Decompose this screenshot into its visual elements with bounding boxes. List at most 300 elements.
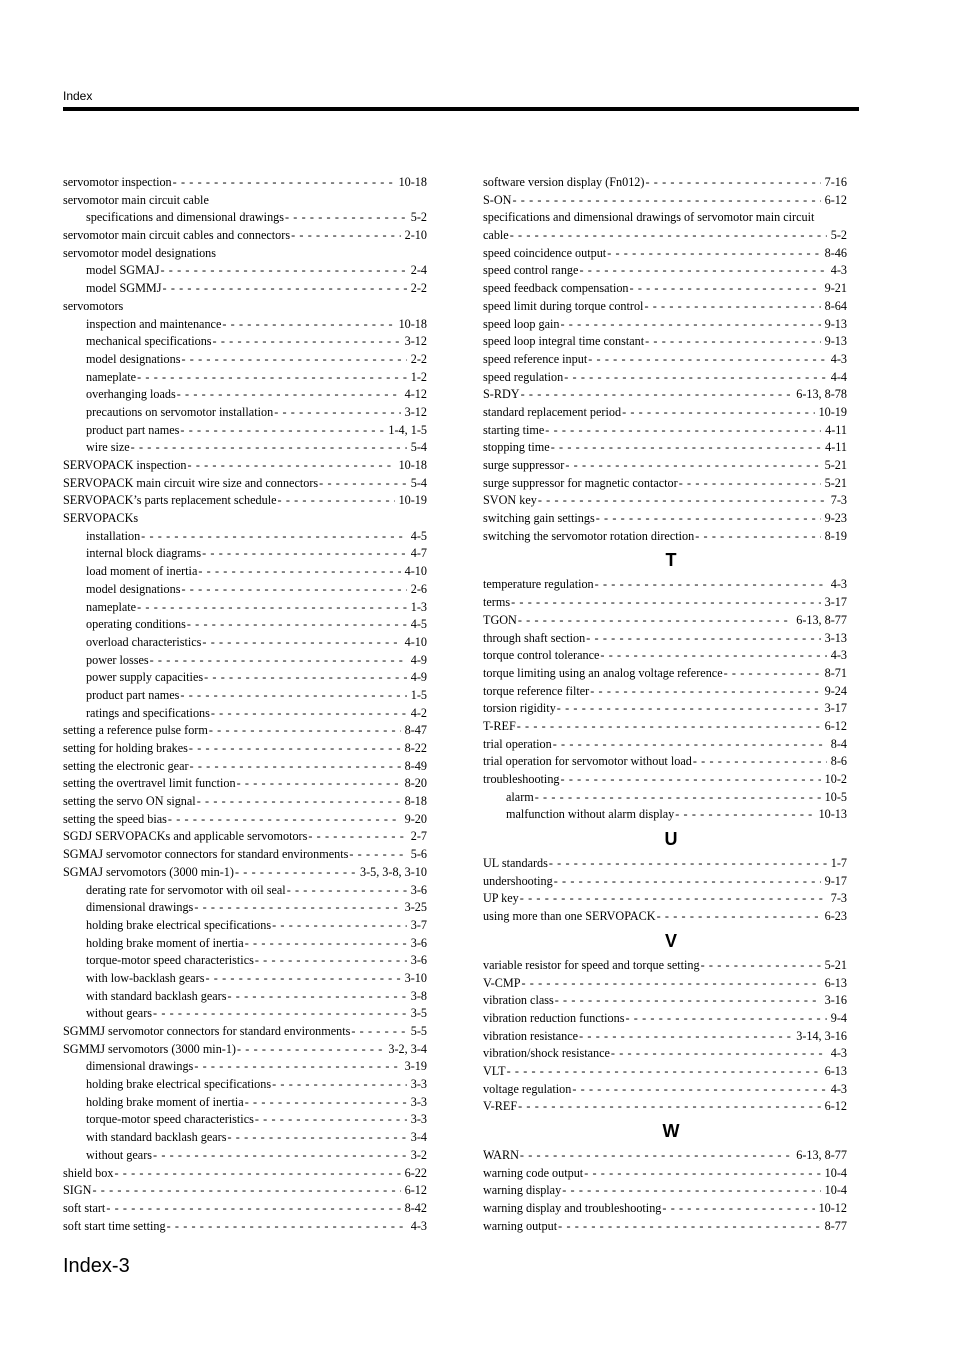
entry-term: wire size bbox=[86, 440, 130, 455]
dot-leader bbox=[518, 1098, 821, 1116]
dot-leader bbox=[521, 975, 820, 993]
dot-leader bbox=[227, 1129, 406, 1147]
dot-leader bbox=[579, 262, 826, 280]
index-subentry bbox=[63, 1111, 427, 1129]
entry-term: speed feedback compensation bbox=[483, 281, 629, 296]
dot-leader bbox=[579, 1028, 792, 1046]
entry-term: speed coincidence output bbox=[483, 245, 607, 260]
entry-page-reference: 6-13 bbox=[824, 975, 847, 990]
dot-leader bbox=[204, 669, 407, 687]
entry-term: warning display bbox=[483, 1183, 562, 1198]
index-entry bbox=[483, 665, 847, 683]
dot-leader bbox=[511, 594, 821, 612]
entry-term: surge suppressor bbox=[483, 458, 565, 472]
index-entry bbox=[63, 828, 427, 846]
entry-page-reference: 4-3 bbox=[410, 1218, 427, 1233]
entry-term: setting a reference pulse form bbox=[63, 723, 208, 738]
entry-page-reference: 8-6 bbox=[830, 754, 847, 769]
entry-term: SIGN bbox=[63, 1183, 92, 1198]
entry-page-reference: 6-12 bbox=[404, 1183, 427, 1198]
entry-page-reference: 8-47 bbox=[404, 723, 427, 738]
entry-term: trial operation for servomotor without load bbox=[483, 754, 692, 769]
entry-term: model SGMMJ bbox=[86, 281, 162, 296]
dot-leader bbox=[693, 753, 827, 771]
entry-page-reference: 3-2, 3-4 bbox=[388, 1041, 427, 1056]
entry-term: SERVOPACK main circuit wire size and connectors bbox=[63, 475, 319, 490]
dot-leader bbox=[114, 1165, 400, 1183]
entry-term: servomotor main circuit cable bbox=[63, 192, 209, 207]
entry-term: precautions on servomotor installation bbox=[86, 404, 274, 419]
entry-page-reference: 10-2 bbox=[824, 772, 847, 786]
entry-page-reference: 3-25 bbox=[404, 900, 427, 915]
entry-term: terms bbox=[483, 595, 511, 610]
index-entry bbox=[63, 227, 427, 245]
dot-leader bbox=[245, 935, 407, 953]
entry-term: UL standards bbox=[483, 856, 548, 871]
entry-page-reference: 3-7 bbox=[410, 917, 427, 932]
entry-page-reference: 9-24 bbox=[824, 683, 847, 698]
entry-term: vibration/shock resistance bbox=[483, 1046, 610, 1061]
entry-term: specifications and dimensional drawings of servomotor main circuit bbox=[483, 210, 815, 225]
index-entry bbox=[483, 245, 847, 263]
index-entry bbox=[483, 1098, 847, 1116]
entry-term: trial operation bbox=[483, 736, 552, 751]
entry-term: load moment of inertia bbox=[86, 564, 198, 579]
index-entry bbox=[483, 192, 847, 210]
entry-page-reference: 4-5 bbox=[410, 617, 427, 632]
dot-leader bbox=[173, 174, 395, 192]
index-entry bbox=[483, 510, 847, 528]
entry-term: alarm bbox=[506, 789, 534, 804]
entry-page-reference: 5-4 bbox=[410, 475, 427, 490]
dot-leader bbox=[557, 700, 821, 718]
entry-term: with standard backlash gears bbox=[86, 1130, 227, 1145]
dot-leader bbox=[141, 528, 407, 546]
index-subentry bbox=[63, 1129, 427, 1147]
index-entry bbox=[63, 793, 427, 811]
index-entry bbox=[483, 369, 847, 387]
entry-term: overload characteristics bbox=[86, 634, 202, 649]
dot-leader bbox=[518, 612, 792, 630]
dot-leader bbox=[645, 174, 820, 192]
entry-page-reference: 7-3 bbox=[830, 891, 847, 906]
entry-term: holding brake moment of inertia bbox=[86, 1094, 244, 1109]
index-entry bbox=[483, 873, 847, 891]
entry-term: speed limit during torque control bbox=[483, 298, 644, 313]
dot-leader bbox=[187, 616, 407, 634]
index-subentry bbox=[63, 369, 427, 387]
entry-term: SVON key bbox=[483, 493, 537, 508]
index-entry bbox=[483, 528, 847, 546]
dot-leader bbox=[607, 245, 820, 263]
entry-term: model designations bbox=[86, 351, 181, 366]
dot-leader bbox=[662, 1200, 814, 1218]
index-subentry bbox=[63, 988, 427, 1006]
dot-leader bbox=[588, 351, 827, 369]
entry-page-reference: 5-6 bbox=[410, 847, 427, 862]
entry-term: TGON bbox=[483, 612, 517, 627]
entry-term: software version display (Fn012) bbox=[483, 175, 645, 189]
index-entry bbox=[63, 722, 427, 740]
index-subentry bbox=[63, 935, 427, 953]
index-entry bbox=[483, 174, 847, 192]
dot-leader bbox=[724, 665, 821, 683]
dot-leader bbox=[202, 634, 400, 652]
entry-page-reference: 3-5 bbox=[410, 1006, 427, 1021]
dot-leader bbox=[507, 1063, 821, 1081]
entry-term: through shaft section bbox=[483, 630, 586, 645]
index-column-right bbox=[483, 174, 847, 1235]
index-entry bbox=[483, 386, 847, 404]
entry-term: SGMAJ servomotors (3000 min-1) bbox=[63, 864, 234, 879]
dot-leader bbox=[520, 1147, 792, 1165]
section-letter-heading: U bbox=[664, 829, 678, 850]
entry-page-reference: 9-21 bbox=[824, 281, 847, 296]
header-rule bbox=[63, 107, 859, 111]
entry-page-reference: 6-12 bbox=[824, 1099, 847, 1114]
index-entry bbox=[483, 333, 847, 351]
index-entry bbox=[483, 280, 847, 298]
dot-leader bbox=[558, 1218, 821, 1236]
page-number-footer: Index-3 bbox=[63, 1255, 130, 1277]
dot-leader bbox=[150, 652, 407, 670]
entry-term: servomotor inspection bbox=[63, 175, 172, 189]
entry-term: SERVOPACK’s parts replacement schedule bbox=[63, 493, 277, 508]
entry-term: cable bbox=[483, 228, 509, 243]
entry-term: SGMMJ servomotors (3000 min-1) bbox=[63, 1041, 236, 1056]
index-entry bbox=[483, 209, 847, 227]
index-subentry bbox=[63, 262, 427, 280]
entry-page-reference: 10-13 bbox=[818, 807, 847, 822]
index-entry bbox=[483, 908, 847, 926]
dot-leader bbox=[545, 422, 821, 440]
entry-page-reference: 5-21 bbox=[824, 475, 847, 490]
entry-page-reference: 3-4 bbox=[410, 1130, 427, 1145]
dot-leader bbox=[521, 386, 793, 404]
dot-leader bbox=[274, 404, 400, 422]
index-subentry bbox=[63, 1094, 427, 1112]
index-subentry bbox=[63, 1058, 427, 1076]
index-subentry bbox=[63, 634, 427, 652]
entry-page-reference: 1-3 bbox=[410, 599, 427, 614]
dot-leader bbox=[561, 316, 821, 334]
entry-page-reference: 5-21 bbox=[824, 458, 847, 472]
entry-page-reference: 4-10 bbox=[404, 564, 427, 579]
index-entry bbox=[483, 700, 847, 718]
index-entry bbox=[483, 457, 847, 475]
entry-page-reference: 8-22 bbox=[404, 741, 427, 755]
entry-page-reference: 5-21 bbox=[824, 957, 847, 972]
dot-leader bbox=[189, 740, 401, 758]
index-entry bbox=[63, 245, 427, 263]
index-entry bbox=[63, 475, 427, 493]
entry-term: torque-motor speed characteristics bbox=[86, 1112, 254, 1127]
index-entry bbox=[483, 612, 847, 630]
dot-leader bbox=[153, 1147, 407, 1165]
dot-leader bbox=[168, 811, 401, 829]
index-entry bbox=[63, 1218, 427, 1236]
entry-term: derating rate for servomotor with oil seal bbox=[86, 882, 286, 897]
entry-page-reference: 3-3 bbox=[410, 1077, 427, 1092]
entry-term: torque control tolerance bbox=[483, 648, 600, 663]
index-subentry bbox=[63, 545, 427, 563]
entry-term: soft start bbox=[63, 1200, 106, 1215]
dot-leader bbox=[153, 1005, 407, 1023]
index-entry bbox=[483, 475, 847, 493]
entry-page-reference: 4-4 bbox=[830, 369, 847, 384]
index-subentry bbox=[63, 899, 427, 917]
entry-term: surge suppressor for magnetic contactor bbox=[483, 475, 678, 490]
dot-leader bbox=[551, 439, 821, 457]
section-letter-heading: W bbox=[662, 1121, 680, 1141]
entry-term: V-REF bbox=[483, 1099, 518, 1114]
index-entry bbox=[483, 1010, 847, 1028]
entry-term: setting the electronic gear bbox=[63, 758, 189, 773]
entry-page-reference: 3-17 bbox=[824, 701, 847, 716]
entry-term: vibration reduction functions bbox=[483, 1010, 625, 1025]
dot-leader bbox=[549, 855, 827, 873]
section-letter-heading: V bbox=[664, 930, 677, 951]
entry-page-reference: 6-22 bbox=[404, 1165, 427, 1180]
dot-leader bbox=[180, 687, 406, 705]
dot-leader bbox=[611, 1045, 827, 1063]
entry-term: warning display and troubleshooting bbox=[483, 1201, 662, 1216]
entry-term: malfunction without alarm display bbox=[506, 807, 675, 822]
dot-leader bbox=[137, 599, 407, 617]
index-entry bbox=[483, 855, 847, 873]
entry-page-reference: 10-5 bbox=[824, 789, 847, 804]
entry-term: setting the speed bias bbox=[63, 811, 167, 826]
dot-leader bbox=[245, 1094, 407, 1112]
entry-page-reference: 6-13, 8-78 bbox=[796, 387, 847, 402]
entry-page-reference: 6-13, 8-77 bbox=[796, 612, 847, 627]
entry-page-reference: 8-64 bbox=[824, 298, 847, 313]
index-entry bbox=[483, 576, 847, 594]
index-subentry bbox=[63, 351, 427, 369]
entry-page-reference: 3-10 bbox=[404, 970, 427, 985]
dot-leader bbox=[535, 789, 821, 807]
index-entry bbox=[483, 227, 847, 245]
entry-page-reference: 4-3 bbox=[830, 351, 847, 366]
entry-page-reference: 10-19 bbox=[398, 493, 427, 508]
entry-page-reference: 8-46 bbox=[824, 245, 847, 260]
index-entry bbox=[63, 1041, 427, 1059]
entry-page-reference: 6-12 bbox=[824, 718, 847, 733]
index-subentry bbox=[63, 528, 427, 546]
dot-leader bbox=[590, 683, 820, 701]
index-entry bbox=[63, 1165, 427, 1183]
entry-page-reference: 10-19 bbox=[818, 404, 847, 419]
index-entry bbox=[483, 718, 847, 736]
dot-leader bbox=[572, 1081, 826, 1099]
entry-page-reference: 3-5, 3-8, 3-10 bbox=[359, 864, 427, 879]
index-entry bbox=[483, 1200, 847, 1218]
entry-page-reference: 4-5 bbox=[410, 528, 427, 543]
index-entry bbox=[483, 298, 847, 316]
dot-leader bbox=[272, 1076, 407, 1094]
dot-leader bbox=[177, 386, 401, 404]
dot-leader bbox=[181, 351, 406, 369]
entry-page-reference: 5-2 bbox=[410, 210, 427, 225]
entry-page-reference: 4-3 bbox=[830, 1046, 847, 1061]
dot-leader bbox=[596, 510, 821, 528]
section-letter-heading: T bbox=[665, 550, 677, 571]
entry-term: ratings and specifications bbox=[86, 705, 210, 720]
entry-page-reference: 3-3 bbox=[410, 1112, 427, 1127]
entry-page-reference: 4-3 bbox=[830, 263, 847, 278]
dot-leader bbox=[188, 457, 395, 475]
index-entry bbox=[63, 492, 427, 510]
index-entry bbox=[483, 736, 847, 754]
entry-term: specifications and dimensional drawings bbox=[86, 210, 284, 225]
entry-page-reference: 4-9 bbox=[410, 670, 427, 685]
entry-term: power supply capacities bbox=[86, 670, 204, 685]
dot-leader bbox=[160, 262, 406, 280]
dot-leader bbox=[561, 771, 821, 789]
entry-page-reference: 3-12 bbox=[404, 334, 427, 349]
dot-leader bbox=[163, 280, 407, 298]
entry-page-reference: 4-10 bbox=[404, 634, 427, 649]
entry-page-reference: 8-18 bbox=[404, 794, 427, 809]
index-entry bbox=[483, 1182, 847, 1200]
dot-leader bbox=[227, 988, 406, 1006]
dot-leader bbox=[194, 1058, 400, 1076]
entry-term: vibration class bbox=[483, 993, 554, 1008]
entry-page-reference: 4-11 bbox=[825, 422, 847, 437]
entry-term: holding brake electrical specifications bbox=[86, 917, 272, 932]
index-subentry bbox=[63, 616, 427, 634]
dot-leader bbox=[194, 899, 400, 917]
entry-page-reference: 6-13 bbox=[824, 1063, 847, 1078]
entry-page-reference: 3-19 bbox=[404, 1059, 427, 1074]
entry-page-reference: 8-20 bbox=[404, 776, 427, 791]
dot-leader bbox=[237, 775, 401, 793]
dot-leader bbox=[553, 736, 827, 754]
index-entry bbox=[483, 262, 847, 280]
entry-page-reference: 6-23 bbox=[824, 909, 847, 924]
dot-leader bbox=[630, 280, 821, 298]
index-subentry bbox=[63, 669, 427, 687]
entry-page-reference: 9-13 bbox=[824, 316, 847, 331]
index-entry bbox=[483, 492, 847, 510]
entry-term: holding brake moment of inertia bbox=[86, 935, 244, 950]
entry-page-reference: 4-9 bbox=[410, 652, 427, 667]
dot-leader bbox=[202, 545, 407, 563]
entry-term: WARN bbox=[483, 1148, 519, 1162]
dot-leader bbox=[600, 647, 826, 665]
dot-leader bbox=[291, 227, 401, 245]
dot-leader bbox=[205, 970, 400, 988]
entry-page-reference: 2-2 bbox=[410, 281, 427, 296]
entry-term: model SGMAJ bbox=[86, 263, 160, 278]
entry-term: servomotor model designations bbox=[63, 245, 216, 260]
entry-page-reference: 8-49 bbox=[404, 758, 427, 773]
entry-term: using more than one SERVOPACK bbox=[483, 909, 656, 924]
entry-term: internal block diagrams bbox=[86, 546, 202, 561]
entry-term: holding brake electrical specifications bbox=[86, 1077, 272, 1092]
entry-page-reference: 4-2 bbox=[410, 705, 427, 720]
dot-leader bbox=[657, 908, 821, 926]
entry-term: SERVOPACK inspection bbox=[63, 458, 187, 472]
dot-leader bbox=[695, 528, 820, 546]
entry-term: standard replacement period bbox=[483, 404, 622, 419]
index-entry bbox=[483, 351, 847, 369]
entry-term: speed control range bbox=[483, 263, 579, 278]
dot-leader bbox=[235, 864, 356, 882]
entry-term: starting time bbox=[483, 422, 545, 437]
dot-leader bbox=[679, 475, 821, 493]
index-entry bbox=[63, 1200, 427, 1218]
dot-leader bbox=[222, 316, 394, 334]
index-column-left bbox=[63, 174, 427, 1235]
running-header-title: Index bbox=[63, 89, 93, 103]
entry-term: SGMMJ servomotor connectors for standard environments bbox=[63, 1024, 351, 1038]
entry-page-reference: 3-6 bbox=[410, 953, 427, 968]
entry-term: inspection and maintenance bbox=[86, 316, 222, 331]
dot-leader bbox=[562, 1182, 820, 1200]
entry-term: VLT bbox=[483, 1063, 506, 1078]
entry-term: setting for holding brakes bbox=[63, 741, 188, 755]
entry-page-reference: 3-6 bbox=[410, 935, 427, 950]
entry-term: power losses bbox=[86, 652, 149, 667]
index-subentry bbox=[63, 581, 427, 599]
entry-term: warning code output bbox=[483, 1165, 584, 1180]
entry-term: temperature regulation bbox=[483, 577, 594, 592]
dot-leader bbox=[137, 369, 407, 387]
index-entry bbox=[63, 758, 427, 776]
entry-page-reference: 4-3 bbox=[830, 1081, 847, 1096]
dot-leader bbox=[584, 1165, 820, 1183]
index-entry bbox=[483, 1028, 847, 1046]
entry-term: SGMAJ servomotor connectors for standard environments bbox=[63, 847, 349, 862]
entry-page-reference: 9-13 bbox=[824, 334, 847, 349]
index-entry bbox=[483, 1218, 847, 1236]
index-entry bbox=[483, 1063, 847, 1081]
dot-leader bbox=[319, 475, 407, 493]
dot-leader bbox=[595, 576, 827, 594]
index-subentry bbox=[63, 1076, 427, 1094]
entry-term: speed reference input bbox=[483, 351, 588, 366]
dot-leader bbox=[278, 492, 395, 510]
index-subentry bbox=[63, 209, 427, 227]
index-subentry bbox=[63, 1147, 427, 1165]
index-subentry bbox=[63, 599, 427, 617]
entry-term: with low-backlash gears bbox=[86, 970, 205, 985]
dot-leader bbox=[349, 846, 406, 864]
entry-page-reference: 1-5 bbox=[410, 687, 427, 702]
dot-leader bbox=[211, 705, 407, 723]
entry-term: without gears bbox=[86, 1147, 153, 1162]
index-entry bbox=[63, 298, 427, 316]
index-subentry bbox=[63, 687, 427, 705]
index-entry bbox=[483, 957, 847, 975]
entry-term: overhanging loads bbox=[86, 387, 176, 402]
entry-term: mechanical specifications bbox=[86, 334, 212, 349]
entry-page-reference: 3-8 bbox=[410, 988, 427, 1003]
entry-page-reference: 3-3 bbox=[410, 1094, 427, 1109]
index-subentry bbox=[63, 917, 427, 935]
entry-page-reference: 3-2 bbox=[410, 1147, 427, 1162]
dot-leader bbox=[564, 369, 827, 387]
entry-term: speed regulation bbox=[483, 369, 564, 384]
entry-page-reference: 8-77 bbox=[824, 1218, 847, 1233]
dot-leader bbox=[287, 882, 407, 900]
entry-page-reference: 10-12 bbox=[818, 1201, 847, 1216]
index-subentry bbox=[63, 333, 427, 351]
entry-page-reference: 3-16 bbox=[824, 993, 847, 1008]
dot-leader bbox=[92, 1182, 400, 1200]
entry-page-reference: 2-10 bbox=[404, 228, 427, 243]
